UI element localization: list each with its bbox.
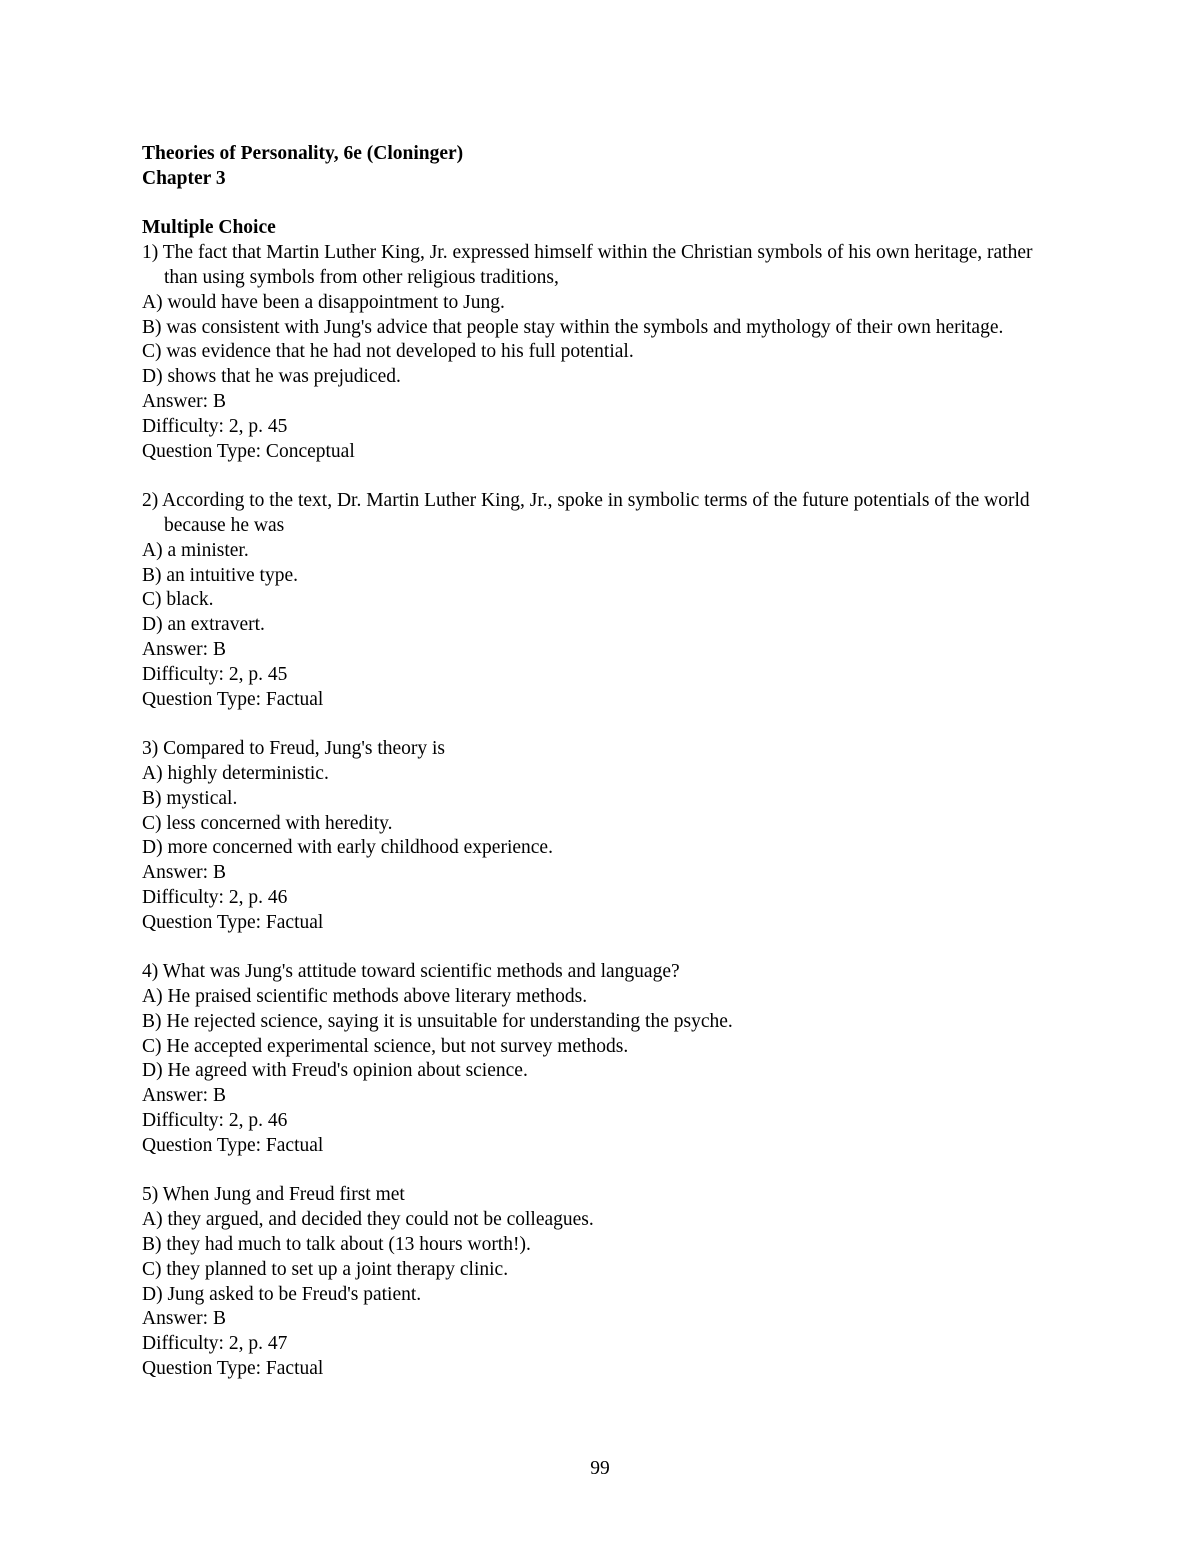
- answer-option: A) a minister.: [142, 539, 249, 561]
- question-type-line: Question Type: Factual: [142, 1358, 324, 1380]
- answer-key: Answer: B: [142, 1308, 226, 1330]
- answer-option: A) they argued, and decided they could not be colleagues.: [142, 1209, 594, 1231]
- answer-option: D) an extravert.: [142, 614, 265, 636]
- difficulty-line: Difficulty: 2, p. 46: [142, 886, 288, 908]
- answer-option: A) highly deterministic.: [142, 762, 329, 784]
- document-title: Theories of Personality, 6e (Cloninger): [142, 143, 464, 164]
- answer-option: D) He agreed with Freud's opinion about science.: [142, 1060, 528, 1082]
- answer-option: B) an intuitive type.: [142, 564, 298, 586]
- question-type-line: Question Type: Factual: [142, 1134, 324, 1156]
- question-type-line: Question Type: Factual: [142, 688, 324, 710]
- question-type-line: Question Type: Factual: [142, 911, 324, 933]
- question-type-line: Question Type: Conceptual: [142, 440, 355, 462]
- difficulty-line: Difficulty: 2, p. 45: [142, 415, 288, 437]
- question-stem: 2) According to the text, Dr. Martin Luther King, Jr., spoke in symbolic terms of the future potentials of the world because he was: [142, 490, 1030, 536]
- answer-key: Answer: B: [142, 390, 226, 412]
- difficulty-line: Difficulty: 2, p. 46: [142, 1110, 288, 1132]
- answer-option: B) He rejected science, saying it is unsuitable for understanding the psyche.: [142, 1010, 733, 1032]
- answer-option: C) black.: [142, 589, 214, 611]
- spacer: [142, 192, 1062, 217]
- answer-option: B) mystical.: [142, 787, 238, 809]
- answer-option: A) He praised scientific methods above literary methods.: [142, 986, 588, 1008]
- question-stem: 4) What was Jung's attitude toward scientific methods and language?: [142, 961, 680, 983]
- spacer: [142, 712, 1062, 737]
- chapter-heading: Chapter 3: [142, 167, 226, 189]
- question-block: [142, 737, 1062, 935]
- answer-key: Answer: B: [142, 1085, 226, 1107]
- question-block: [142, 489, 1062, 712]
- answer-option: C) He accepted experimental science, but not survey methods.: [142, 1035, 629, 1057]
- answer-option: B) was consistent with Jung's advice that people stay within the symbols and mythology of their own heritage.: [142, 316, 1004, 338]
- spacer: [142, 936, 1062, 961]
- section-heading: Multiple Choice: [142, 217, 276, 239]
- answer-option: C) was evidence that he had not developed to his full potential.: [142, 341, 634, 363]
- question-stem: 1) The fact that Martin Luther King, Jr. expressed himself within the Christian symbols of his own heritage, rather than using symbols from other religious traditions,: [142, 242, 1033, 288]
- answer-option: D) Jung asked to be Freud's patient.: [142, 1283, 422, 1305]
- question-block: [142, 960, 1062, 1158]
- difficulty-line: Difficulty: 2, p. 45: [142, 663, 288, 685]
- answer-key: Answer: B: [142, 638, 226, 660]
- difficulty-line: Difficulty: 2, p. 47: [142, 1333, 288, 1355]
- document-body: [142, 142, 1062, 1382]
- answer-option: D) shows that he was prejudiced.: [142, 366, 401, 388]
- spacer: [142, 1159, 1062, 1184]
- question-stem: 3) Compared to Freud, Jung's theory is: [142, 738, 446, 760]
- answer-option: A) would have been a disappointment to Jung.: [142, 291, 505, 313]
- question-block: [142, 241, 1062, 464]
- page-number: 99: [590, 1458, 610, 1479]
- answer-option: B) they had much to talk about (13 hours worth!).: [142, 1234, 531, 1256]
- answer-key: Answer: B: [142, 862, 226, 884]
- answer-option: D) more concerned with early childhood experience.: [142, 837, 553, 859]
- question-block: [142, 1183, 1062, 1381]
- answer-option: C) they planned to set up a joint therapy clinic.: [142, 1258, 509, 1280]
- question-stem: 5) When Jung and Freud first met: [142, 1184, 405, 1206]
- spacer: [142, 464, 1062, 489]
- answer-option: C) less concerned with heredity.: [142, 812, 393, 834]
